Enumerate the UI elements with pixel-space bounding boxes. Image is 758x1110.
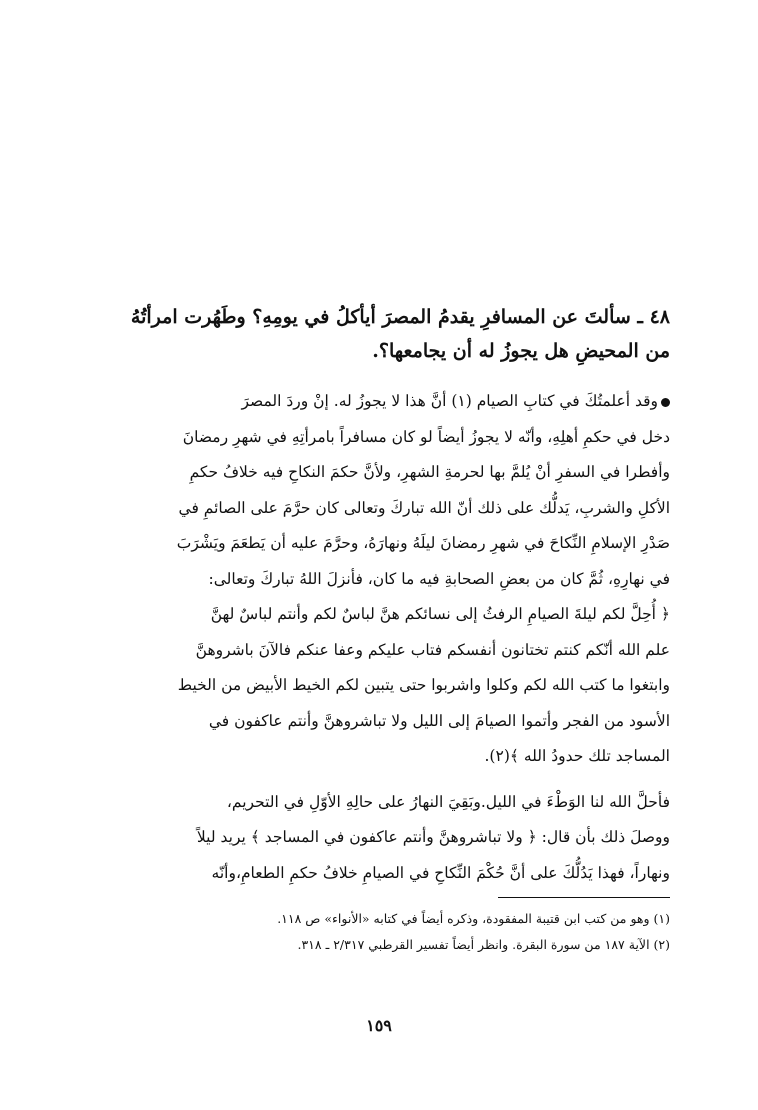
footnote: (٢) الآية ١٨٧ من سورة البقرة. وانظر أيضاً تفسير القرطبي ٢/٣١٧ ـ ٣١٨. (297, 937, 670, 952)
text-line: وأفطرا في السفرِ أنْ يُلمَّ بها لحرمةِ الشهرِ، ولأنَّ حكمَ النكاحِ فيه خلافُ حكمِ (189, 463, 670, 481)
text-line-content: وقد أعلمتُكَ في كتابِ الصيام (١) أنَّ هذا لا يجوزُ له. إنْ وردَ المصرَ (241, 392, 658, 410)
footnote: (١) وهو من كتب ابن قتيبة المفقودة، وذكره أيضاً في كتابه «الأنواء» ص ١١٨. (277, 911, 670, 926)
page-number: ١٥٩ (366, 1016, 392, 1035)
text-line: ووصلَ ذلك بأن قال: ﴿ ولا تباشروهنَّ وأنتم عاكفون في المساجد ﴾ يريد ليلاً (196, 828, 670, 846)
text-line: في نهارِهِ، ثُمَّ كان من بعضِ الصحابةِ فيه ما كان، فأنزلَ اللهُ تباركَ وتعالى: (208, 569, 670, 588)
paragraph-2 (96, 785, 670, 892)
question-line: ٤٨ ـ سألتَ عن المسافرِ يقدمُ المصرَ أيأكلُ في يومِهِ؟ وطَهُرت امرأتُهُ (130, 306, 670, 328)
quran-line: المساجد تلك حدودُ الله ﴾(٢). (484, 747, 670, 765)
question-heading (96, 300, 670, 368)
quran-line: وابتغوا ما كتب الله لكم وكلوا واشربوا حتى يتبين لكم الخيط الأبيض من الخيط (177, 676, 670, 694)
text-line: الأكلِ والشربِ، يَدلُّك على ذلك أنّ الله تباركَ وتعالى كان حرَّمَ على الصائمِ في (178, 498, 670, 517)
text-line: دخل في حكمِ أهلِهِ، وأنّه لا يجوزُ أيضاً لو كان مسافراً بامرأتِهِ في شهرِ رمضانَ (182, 427, 670, 446)
text-line (96, 384, 670, 420)
answer-body (96, 384, 670, 891)
text-line: ونهاراً، فهذا يَدُلُّكَ على أنَّ حُكْمَ النِّكاحِ في الصيامِ خلافُ حكمِ الطعامِ،وأنّه (211, 863, 670, 882)
text-line: صَدْرِ الإسلامِ النِّكاحَ في شهرِ رمضانَ ليلَهُ ونهارَهُ، وحرَّمَ عليه أن يَطعَمَ ويَشْرَبَ (176, 534, 670, 552)
footnote-divider (498, 897, 670, 898)
text-line: فأحلَّ الله لنا الوَطْءَ في الليل.وبَقِيَ النهارُ على حالِهِ الأوّلِ في التحريم، (226, 792, 670, 811)
paragraph-1 (96, 384, 670, 775)
page-content (96, 300, 670, 958)
quran-line: ﴿ أُحِلَّ لكم ليلةَ الصيامِ الرفثُ إلى نسائكم هنَّ لباسٌ لكم وأنتم لباسٌ لهنَّ (210, 605, 670, 623)
quran-line: علم الله أنّكم كنتم تختانون أنفسكم فتاب عليكم وعفا عنكم فالآنَ باشروهنَّ (195, 640, 670, 659)
paragraph-spacer (96, 775, 670, 785)
footnotes (96, 906, 670, 958)
quran-line: الأسود من الفجر وأتموا الصيامَ إلى الليل ولا تباشروهنَّ وأنتم عاكفون في (208, 711, 670, 730)
question-line: من المحيضِ هل يجوزُ له أن يجامعها؟. (372, 340, 670, 362)
bullet-icon (661, 398, 670, 407)
